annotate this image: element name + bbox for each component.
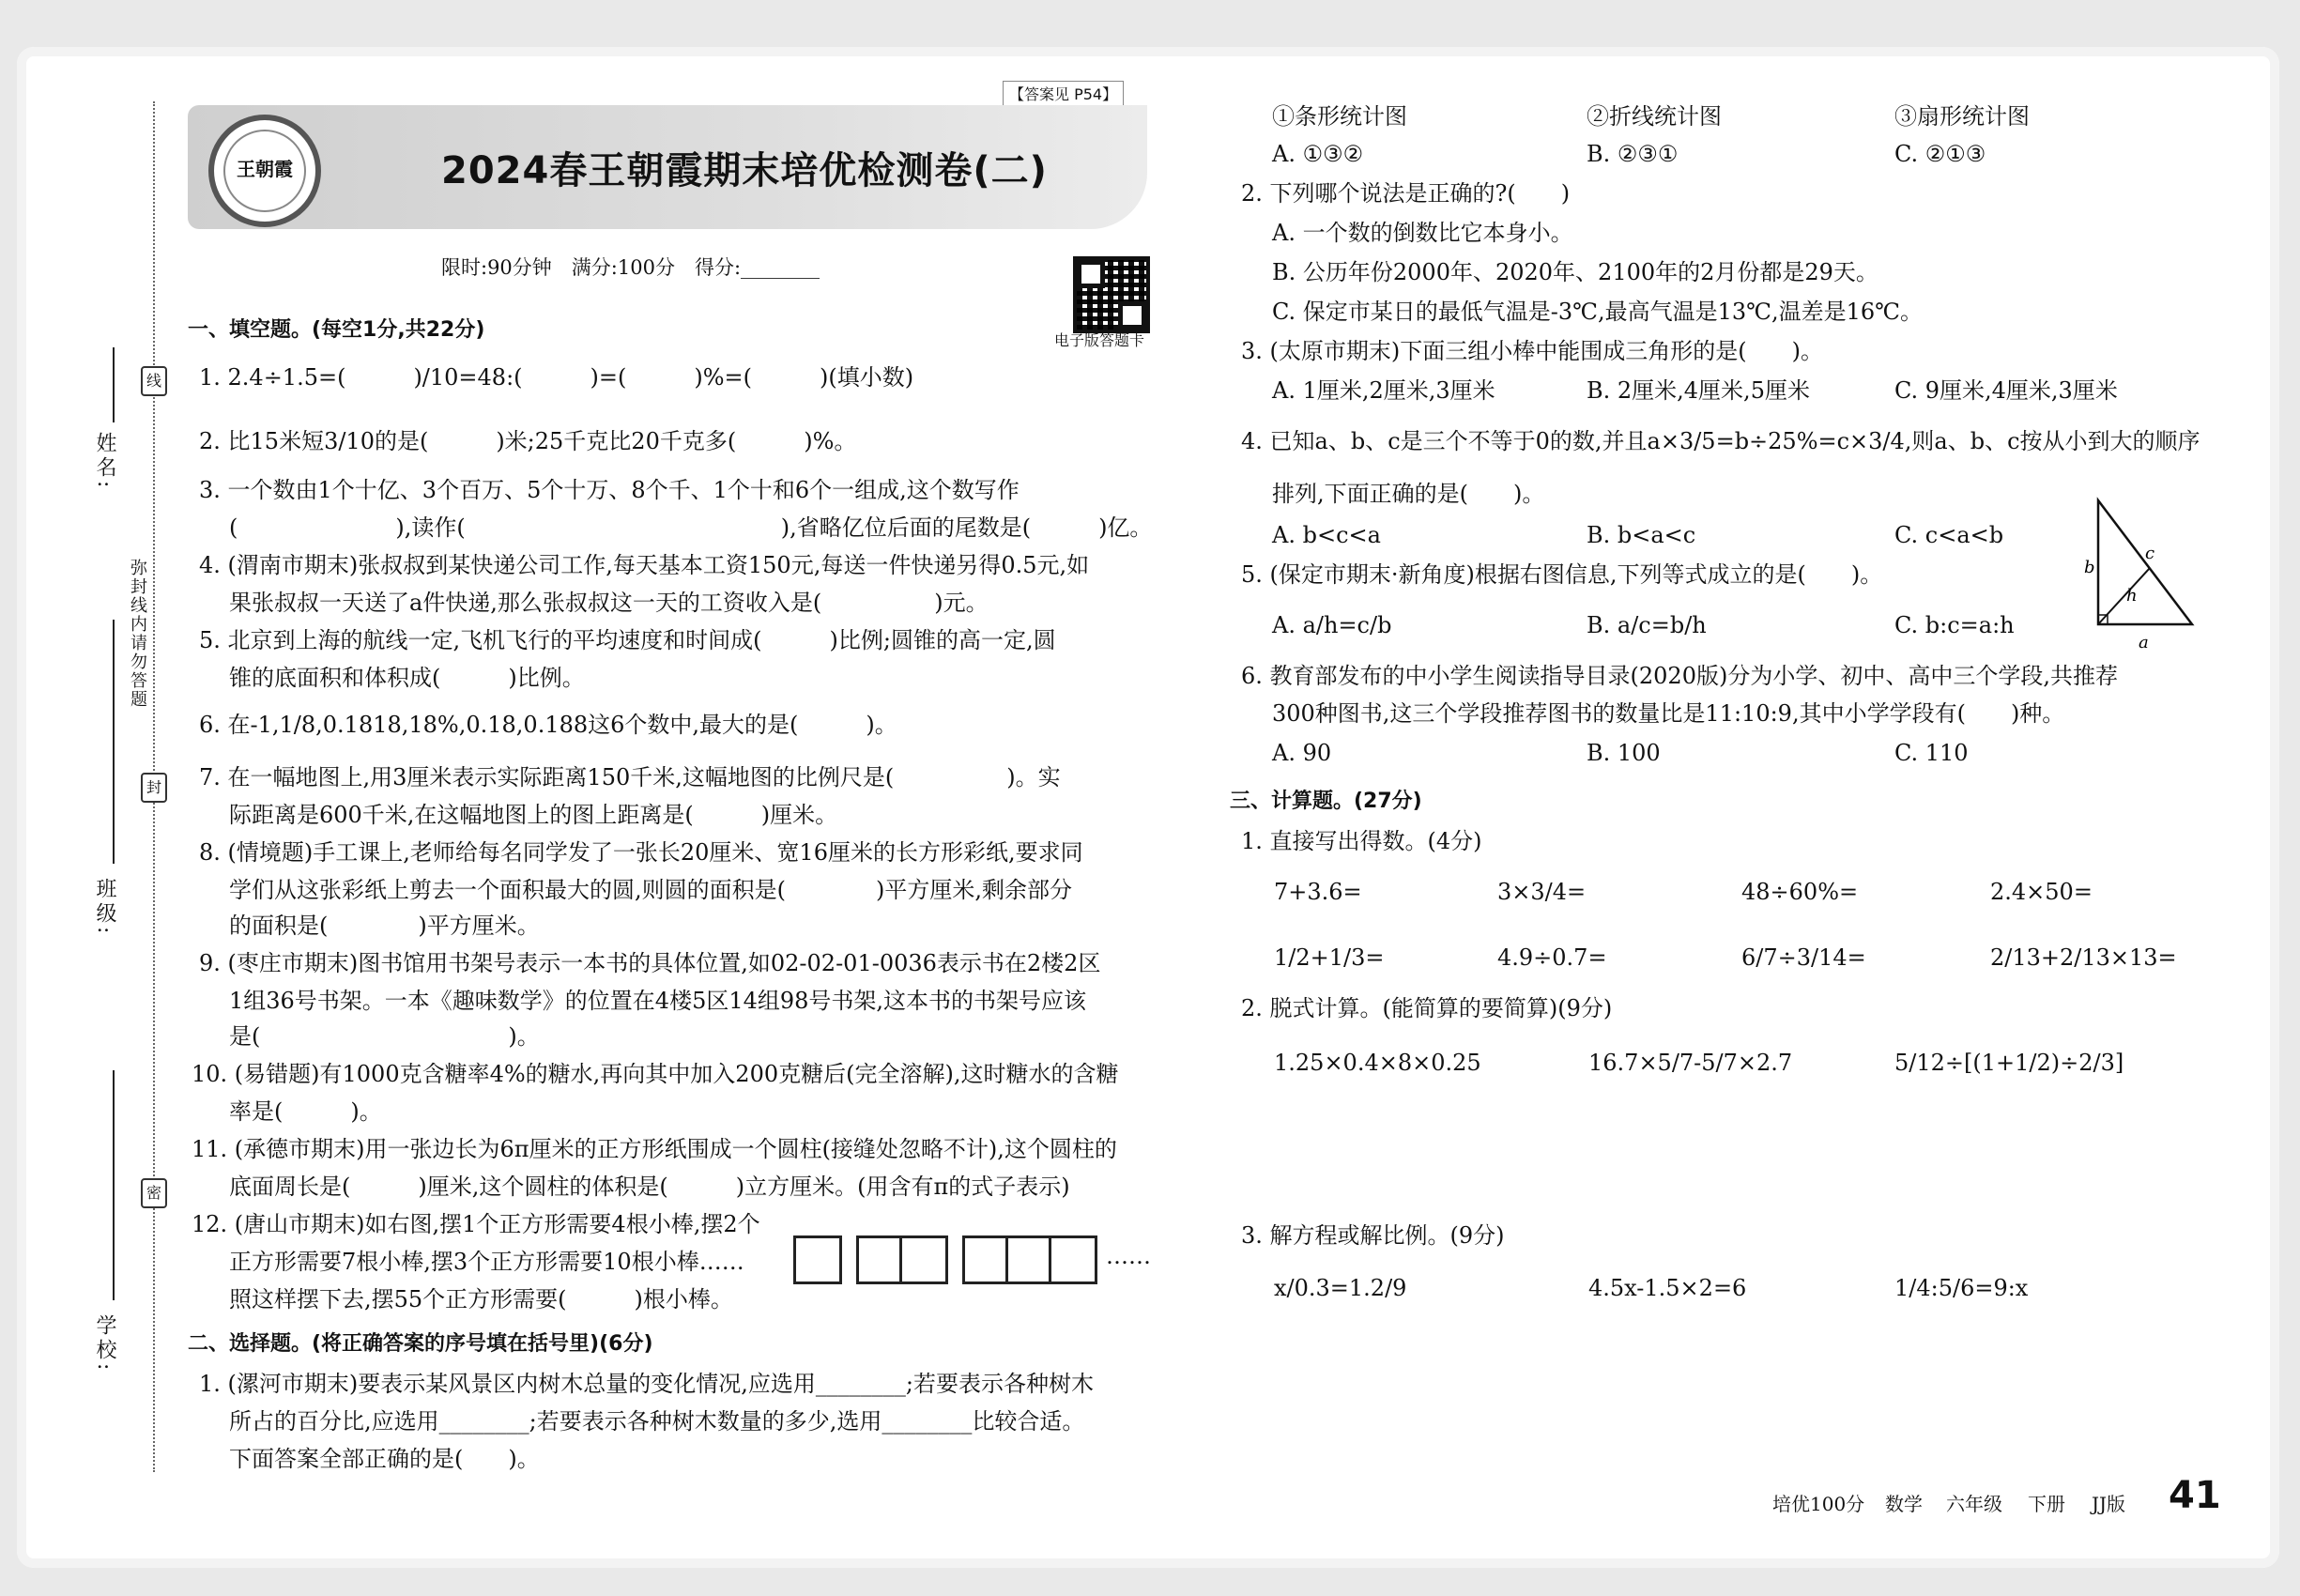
q1-11a: 11. (承德市期末)用一张边长为6π厘米的正方形纸围成一个圆柱(接缝处忽略不计),这个圆柱的 — [192, 1136, 1117, 1162]
class-line — [113, 620, 115, 864]
calc-part2-heading: 2. 脱式计算。(能简算的要简算)(9分) — [1241, 995, 1613, 1021]
q1-4a: 4. (渭南市期末)张叔叔到某快递公司工作,每天基本工资150元,每送一件快递另得0.5元,如 — [199, 552, 1090, 578]
q2-1a: 1. (漯河市期末)要表示某风景区内树木总量的变化情况,应选用________;若要表示各种树木 — [199, 1371, 1094, 1397]
footer-edition: JJ版 — [2092, 1493, 2126, 1515]
footer-subject: 数学 — [1885, 1493, 1923, 1515]
square-2b — [899, 1235, 948, 1284]
name-label: 姓名: — [93, 432, 116, 492]
square-3c — [1049, 1235, 1097, 1284]
q2-4a: 4. 已知a、b、c是三个不等于0的数,并且a×3/5=b÷25%=c×3/4,则a、b、c按从小到大的顺序 — [1241, 428, 2200, 454]
tri-label-c: c — [2145, 544, 2155, 563]
calc-2-1: 1.25×0.4×8×0.25 — [1274, 1050, 1481, 1076]
q2-1-opt1: ①条形统计图 — [1272, 103, 1407, 130]
section3-heading: 三、计算题。(27分) — [1230, 790, 1422, 813]
calc-1-5: 1/2+1/3= — [1274, 944, 1385, 971]
calc-1-3: 48÷60%= — [1741, 879, 1859, 905]
q2-2: 2. 下列哪个说法是正确的?( ) — [1241, 180, 1571, 207]
q2-4-a: A. b<c<a — [1272, 522, 1381, 548]
q1-3b: ( ),读作( ),省略亿位后面的尾数是( )亿。 — [229, 514, 1153, 541]
q2-3-b: B. 2厘米,4厘米,5厘米 — [1587, 377, 1810, 404]
q1-8b: 学们从这张彩纸上剪去一个面积最大的圆,则圆的面积是( )平方厘米,剩余部分 — [229, 877, 1072, 903]
q2-3-a: A. 1厘米,2厘米,3厘米 — [1272, 377, 1495, 404]
q1-12c: 照这样摆下去,摆55个正方形需要( )根小棒。 — [229, 1286, 733, 1312]
q1-1: 1. 2.4÷1.5=( )/10=48:( )=( )%=( )(填小数) — [199, 364, 914, 391]
q1-2: 2. 比15米短3/10的是( )米;25千克比20千克多( )%。 — [199, 428, 857, 454]
q2-5-a: A. a/h=c/b — [1272, 612, 1392, 638]
q2-1-choice-c: C. ②①③ — [1894, 141, 1986, 167]
q2-2-b: B. 公历年份2000年、2020年、2100年的2月份都是29天。 — [1272, 259, 1878, 285]
q2-6-a: A. 90 — [1272, 740, 1332, 766]
calc-1-2: 3×3/4= — [1497, 879, 1587, 905]
calc-part1-heading: 1. 直接写出得数。(4分) — [1241, 828, 1482, 854]
calc-1-8: 2/13+2/13×13= — [1990, 944, 2177, 971]
q1-9c: 是( )。 — [229, 1023, 540, 1050]
q2-6b: 300种图书,这三个学段推荐图书的数量比是11:10:9,其中小学学段有( )种。 — [1272, 700, 2065, 727]
calc-1-7: 6/7÷3/14= — [1741, 944, 1866, 971]
q2-4-c: C. c<a<b — [1894, 522, 2004, 548]
calc-2-2: 16.7×5/7-5/7×2.7 — [1588, 1050, 1793, 1076]
brand-logo — [208, 115, 321, 227]
q2-1b: 所占的百分比,应选用________;若要表示各种树木数量的多少,选用________比较合适。 — [229, 1408, 1085, 1435]
square-3b — [1005, 1235, 1054, 1284]
q1-7a: 7. 在一幅地图上,用3厘米表示实际距离150千米,这幅地图的比例尺是( )。实 — [199, 764, 1061, 790]
q1-8c: 的面积是( )平方厘米。 — [229, 913, 540, 939]
calc-part3-heading: 3. 解方程或解比例。(9分) — [1241, 1222, 1505, 1249]
right-triangle-figure — [2084, 493, 2206, 652]
calc-1-1: 7+3.6= — [1274, 879, 1362, 905]
q2-1-opt2: ②折线统计图 — [1587, 103, 1722, 130]
q2-1-choice-b: B. ②③① — [1587, 141, 1679, 167]
q1-10a: 10. (易错题)有1000克含糖率4%的糖水,再向其中加入200克糖后(完全溶解),这时糖水的含糖 — [192, 1061, 1119, 1087]
school-line — [113, 1070, 115, 1300]
exam-meta: 限时:90分钟 满分:100分 得分:________ — [441, 256, 820, 279]
exam-title: 2024春王朝霞期末培优检测卷(二) — [441, 149, 1048, 192]
binding-warning: 弥封线内请勿答题 — [128, 559, 147, 709]
footer-volume: 下册 — [2028, 1493, 2065, 1515]
q2-5-b: B. a/c=b/h — [1587, 612, 1707, 638]
square-3a — [962, 1235, 1011, 1284]
q2-4b: 排列,下面正确的是( )。 — [1272, 481, 1545, 507]
q2-2-a: A. 一个数的倒数比它本身小。 — [1272, 220, 1573, 246]
q1-5a: 5. 北京到上海的航线一定,飞机飞行的平均速度和时间成( )比例;圆锥的高一定,圆 — [199, 627, 1056, 653]
q1-9a: 9. (枣庄市期末)图书馆用书架号表示一本书的具体位置,如02-02-01-0036表示书在2楼2区 — [199, 950, 1101, 976]
school-label: 学校: — [93, 1314, 116, 1374]
section2-heading: 二、选择题。(将正确答案的序号填在括号里)(6分) — [188, 1332, 653, 1356]
footer-grade: 六年级 — [1946, 1493, 2002, 1515]
q2-4-b: B. b<a<c — [1587, 522, 1696, 548]
q2-6-b: B. 100 — [1587, 740, 1661, 766]
page-number: 41 — [2169, 1474, 2221, 1517]
calc-3-3: 1/4:5/6=9:x — [1894, 1275, 2029, 1301]
q1-11b: 底面周长是( )厘米,这个圆柱的体积是( )立方厘米。(用含有π的式子表示) — [229, 1174, 1070, 1200]
calc-1-6: 4.9÷0.7= — [1497, 944, 1607, 971]
q2-3-c: C. 9厘米,4厘米,3厘米 — [1894, 377, 2118, 404]
q2-1c: 下面答案全部正确的是( )。 — [229, 1446, 540, 1472]
qr-code-icon[interactable] — [1073, 256, 1150, 333]
q2-6a: 6. 教育部发布的中小学生阅读指导目录(2020版)分为小学、初中、高中三个学段,共推荐 — [1241, 663, 2118, 689]
section1-heading: 一、填空题。(每空1分,共22分) — [188, 318, 485, 342]
q1-9b: 1组36号书架。一本《趣味数学》的位置在4楼5区14组98号书架,这本书的书架号应该 — [229, 988, 1087, 1014]
q1-6: 6. 在-1,1/8,0.1818,18%,0.18,0.188这6个数中,最大的是( )。 — [199, 712, 897, 738]
q1-10b: 率是( )。 — [229, 1098, 382, 1125]
square-1 — [793, 1235, 842, 1284]
matchstick-dots: …… — [1106, 1243, 1151, 1269]
tri-label-a: a — [2139, 633, 2149, 652]
q2-1-opt3: ③扇形统计图 — [1894, 103, 2030, 130]
q2-6-c: C. 110 — [1894, 740, 1969, 766]
calc-2-3: 5/12÷[(1+1/2)÷2/3] — [1894, 1050, 2124, 1076]
tri-label-b: b — [2084, 558, 2095, 577]
stamp-secret: 密 — [141, 1178, 167, 1208]
q1-5b: 锥的底面积和体积成( )比例。 — [229, 665, 585, 691]
q1-8a: 8. (情境题)手工课上,老师给每名同学发了一张长20厘米、宽16厘米的长方形彩纸,要求同 — [199, 839, 1083, 866]
q1-3a: 3. 一个数由1个十亿、3个百万、5个十万、8个千、1个十和6个一组成,这个数写作 — [199, 477, 1020, 503]
footer-series: 培优100分 — [1772, 1493, 1865, 1515]
q2-5-c: C. b:c=a:h — [1894, 612, 2015, 638]
q2-1-choice-a: A. ①③② — [1272, 141, 1364, 167]
q2-2-c: C. 保定市某日的最低气温是-3℃,最高气温是13℃,温差是16℃。 — [1272, 299, 1924, 325]
q1-4b: 果张叔叔一天送了a件快递,那么张叔叔这一天的工资收入是( )元。 — [229, 590, 989, 616]
square-2a — [856, 1235, 905, 1284]
calc-3-1: x/0.3=1.2/9 — [1274, 1275, 1407, 1301]
q1-12a: 12. (唐山市期末)如右图,摆1个正方形需要4根小棒,摆2个 — [192, 1211, 760, 1237]
class-label: 班级: — [93, 878, 116, 938]
q2-5: 5. (保定市期末·新角度)根据右图信息,下列等式成立的是( )。 — [1241, 561, 1883, 588]
q2-3: 3. (太原市期末)下面三组小棒中能围成三角形的是( )。 — [1241, 338, 1823, 364]
calc-1-4: 2.4×50= — [1990, 879, 2093, 905]
tri-label-h: h — [2126, 586, 2138, 606]
stamp-seal: 封 — [141, 773, 167, 803]
stamp-line: 线 — [141, 366, 167, 396]
answer-reference: 【答案见 P54】 — [1003, 81, 1124, 106]
q1-12b: 正方形需要7根小棒,摆3个正方形需要10根小棒…… — [229, 1249, 744, 1275]
calc-3-2: 4.5x-1.5×2=6 — [1588, 1275, 1747, 1301]
qr-caption: 电子版答题卡 — [1054, 331, 1145, 349]
q1-7b: 际距离是600千米,在这幅地图上的图上距离是( )厘米。 — [229, 802, 838, 828]
logo-text: 王朝霞 — [237, 158, 293, 180]
name-line — [113, 347, 115, 422]
